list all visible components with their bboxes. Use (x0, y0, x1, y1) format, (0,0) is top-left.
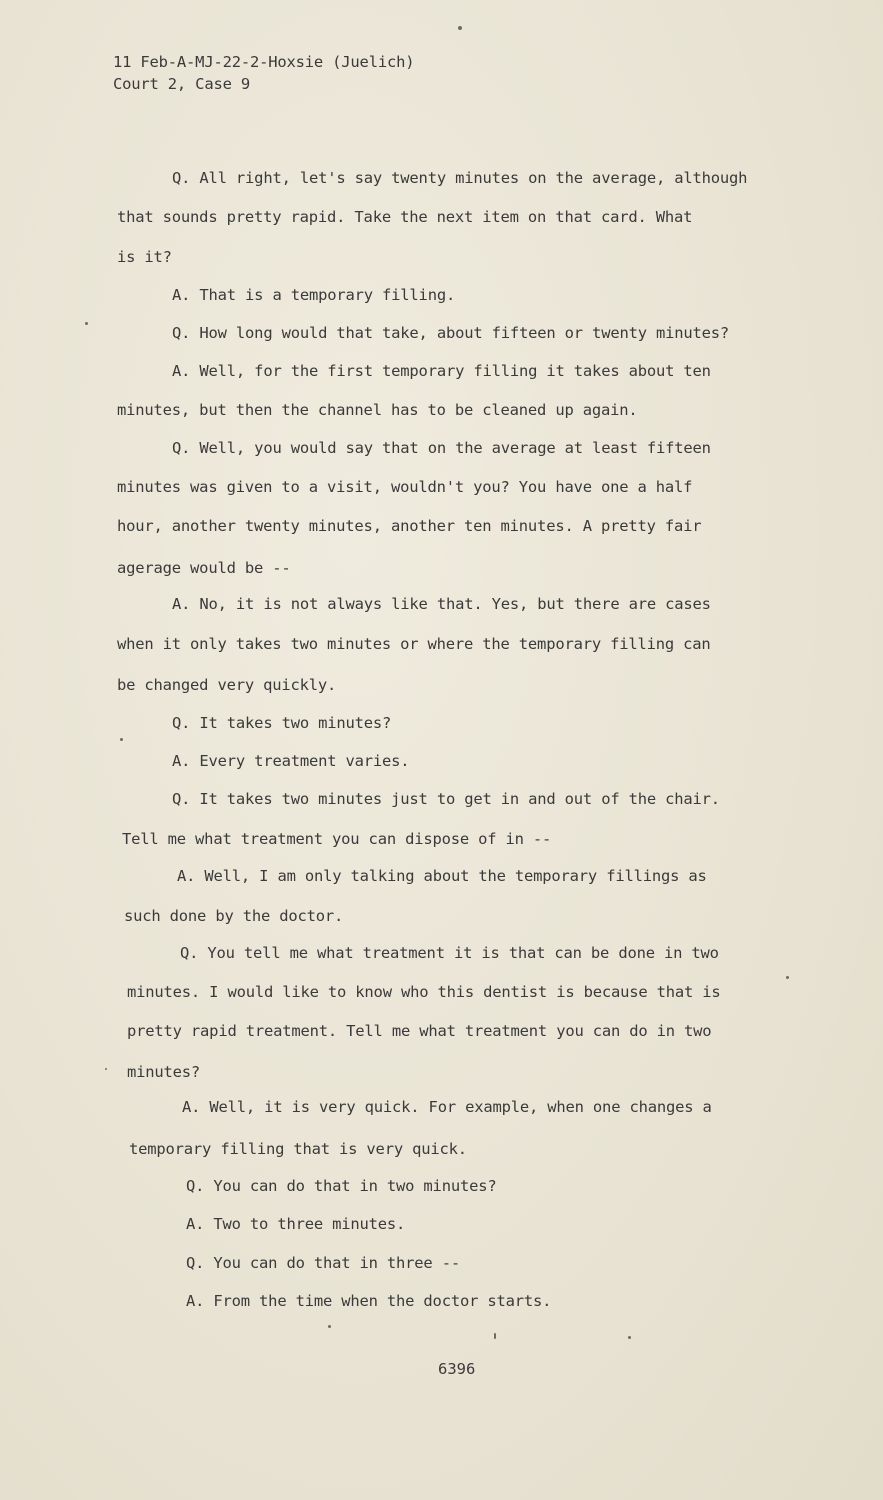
transcript-line: Q. It takes two minutes just to get in and out of the chair. (172, 790, 720, 808)
transcript-line: Q. You tell me what treatment it is that can be done in two (180, 944, 719, 962)
transcript-line: Q. You can do that in three -- (186, 1254, 460, 1272)
transcript-line: Q. All right, let's say twenty minutes on the average, although (172, 169, 748, 187)
transcript-line: pretty rapid treatment. Tell me what treatment you can do in two (127, 1022, 712, 1040)
transcript-line: is it? (117, 248, 172, 266)
transcript-line: minutes was given to a visit, wouldn't you? You have one a half (117, 478, 693, 496)
transcript-line: such done by the doctor. (124, 907, 344, 925)
transcript-line: temporary filling that is very quick. (129, 1140, 467, 1158)
transcript-line: A. No, it is not always like that. Yes, but there are cases (172, 595, 711, 613)
transcript-line: minutes, but then the channel has to be cleaned up again. (117, 401, 638, 419)
paper-speck (458, 26, 462, 30)
transcript-line: A. Well, for the first temporary filling it takes about ten (172, 362, 711, 380)
paper-speck (85, 322, 88, 325)
transcript-line: hour, another twenty minutes, another ten minutes. A pretty fair (117, 517, 702, 535)
transcript-line: agerage would be -- (117, 559, 291, 577)
paper-speck (105, 1068, 107, 1070)
transcript-line: when it only takes two minutes or where the temporary filling can (117, 635, 711, 653)
transcript-line: that sounds pretty rapid. Take the next item on that card. What (117, 208, 693, 226)
transcript-line: A. That is a temporary filling. (172, 286, 456, 304)
transcript-line: A. Two to three minutes. (186, 1215, 406, 1233)
transcript-line: Q. How long would that take, about fifteen or twenty minutes? (172, 324, 730, 342)
transcript-line: Q. You can do that in two minutes? (186, 1177, 497, 1195)
transcript-line: A. From the time when the doctor starts. (186, 1292, 552, 1310)
court-header-line: Court 2, Case 9 (113, 75, 250, 93)
transcript-line: be changed very quickly. (117, 676, 337, 694)
paper-speck (120, 738, 123, 741)
page-number: 6396 (438, 1360, 476, 1378)
transcript-line: A. Every treatment varies. (172, 752, 410, 770)
paper-speck (786, 976, 789, 979)
transcript-line: A. Well, I am only talking about the temporary fillings as (177, 867, 707, 885)
transcript-line: Q. Well, you would say that on the average at least fifteen (172, 439, 711, 457)
case-header-line: 11 Feb-A-MJ-22-2-Hoxsie (Juelich) (113, 53, 415, 71)
paper-speck (328, 1325, 331, 1328)
transcript-line: Tell me what treatment you can dispose of in -- (122, 830, 552, 848)
transcript-line: A. Well, it is very quick. For example, when one changes a (182, 1098, 712, 1116)
paper-speck (628, 1336, 631, 1339)
transcript-line: minutes. I would like to know who this dentist is because that is (127, 983, 721, 1001)
transcript-line: minutes? (127, 1063, 201, 1081)
transcript-line: Q. It takes two minutes? (172, 714, 392, 732)
paper-speck (494, 1333, 496, 1339)
